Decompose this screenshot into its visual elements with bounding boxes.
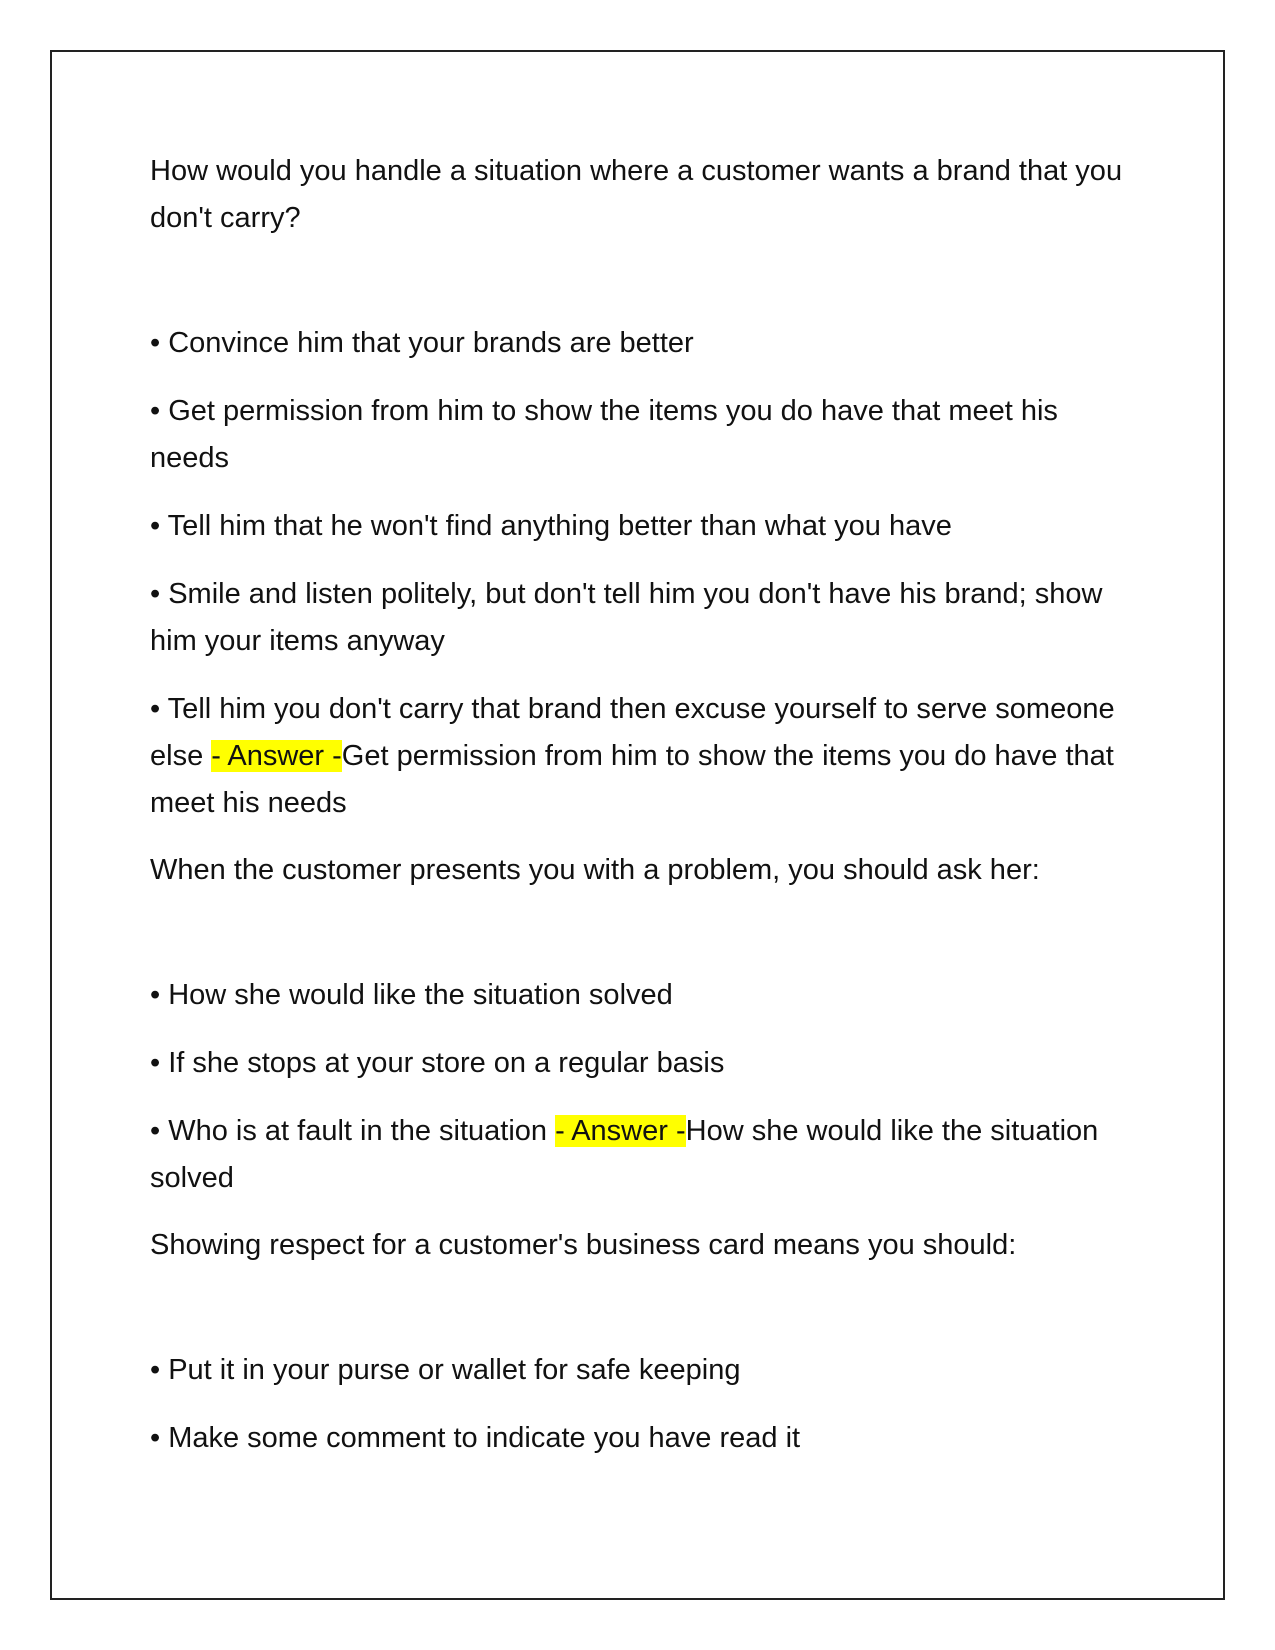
question-1-option-1: • Convince him that your brands are better: [150, 327, 694, 359]
question-3-option-1: • Put it in your purse or wallet for safe keeping: [150, 1354, 741, 1386]
answer-marker-highlight: - Answer -: [211, 740, 342, 772]
question-2-prompt: When the customer presents you with a problem, you should ask her:: [150, 854, 1040, 886]
question-2-option-3: • Who is at fault in the situation: [150, 1115, 556, 1147]
question-3-option-2: • Make some comment to indicate you have read it: [150, 1422, 801, 1454]
question-1-option-5: • Tell him you don't carry that brand then excuse yourself to serve someone else: [150, 693, 1115, 772]
question-1-option-4: • Smile and listen politely, but don't tell him you don't have his brand; show him your items anyway: [150, 578, 1103, 657]
question-2-option-3-with-answer: [150, 1108, 1140, 1202]
question-3-prompt: Showing respect for a customer's business card means you should:: [150, 1229, 1017, 1261]
question-1-option-2: • Get permission from him to show the items you do have that meet his needs: [150, 395, 1058, 474]
question-1-answer: Get permission from him to show the items you do have that meet his needs: [150, 740, 1114, 819]
question-2-option-1: • How she would like the situation solved: [150, 979, 673, 1011]
question-2-answer: How she would like the situation solved: [150, 1115, 1099, 1194]
question-1-option-3: • Tell him that he won't find anything better than what you have: [150, 510, 952, 542]
answer-marker-highlight: - Answer -: [555, 1115, 686, 1147]
question-1-option-5-with-answer: [150, 686, 1140, 827]
document-body: [150, 148, 1140, 1482]
question-1-prompt: How would you handle a situation where a customer wants a brand that you don't carry?: [150, 155, 1123, 234]
question-2-option-2: • If she stops at your store on a regular basis: [150, 1047, 725, 1079]
